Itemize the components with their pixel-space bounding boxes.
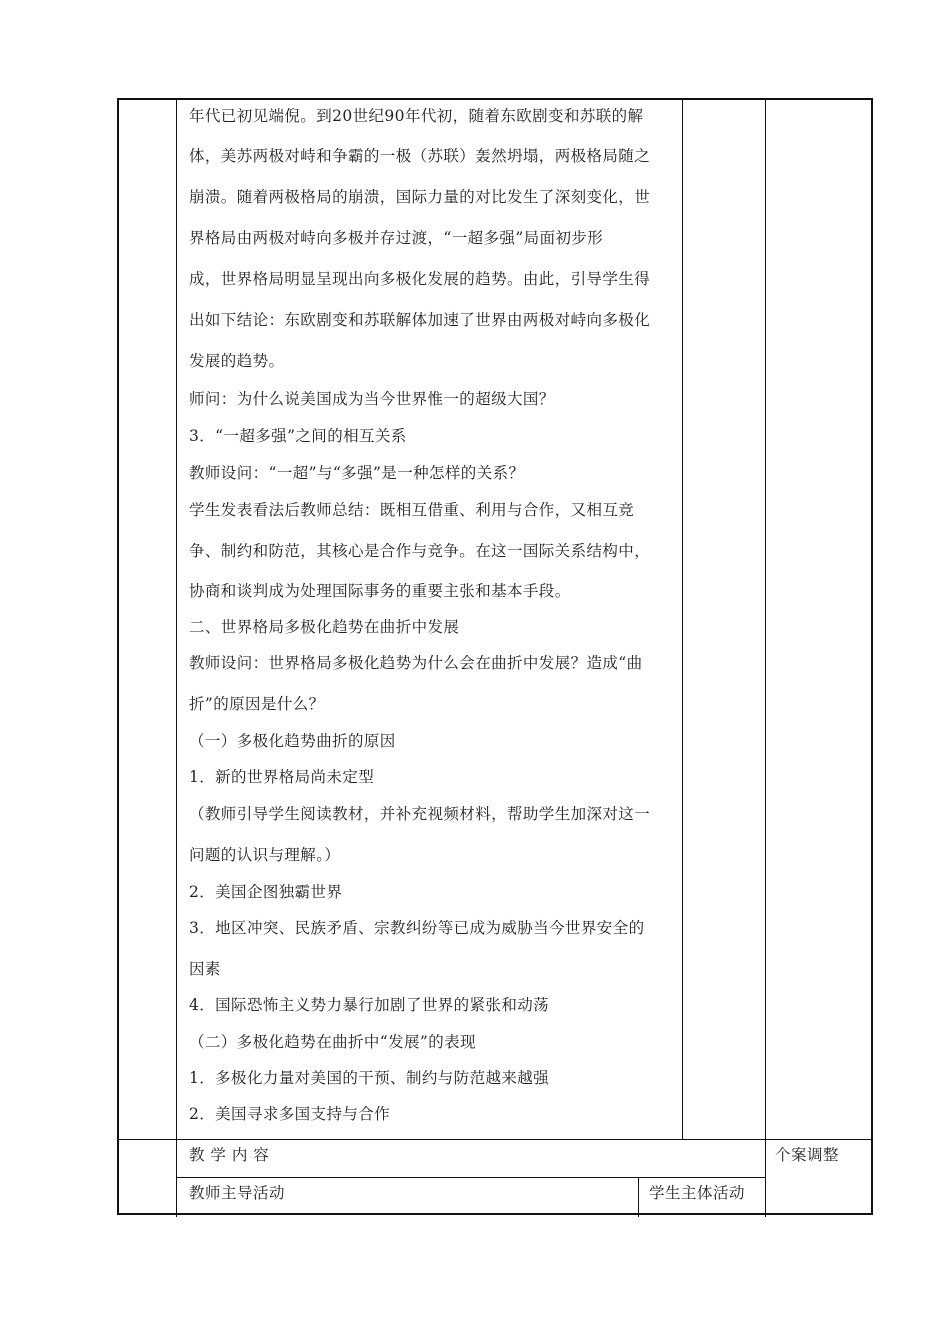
content-line: 1．多极化力量对美国的干预、制约与防范越来越强: [189, 1069, 550, 1087]
content-line: 1．新的世界格局尚未定型: [189, 768, 375, 786]
content-line: 体，美苏两极对峙和争霸的一极（苏联）轰然坍塌，两极格局随之: [189, 147, 651, 165]
content-line: 二、世界格局多极化趋势在曲折中发展: [189, 618, 460, 636]
header-teaching-content: 教 学 内 容: [189, 1146, 270, 1164]
content-line: 师问：为什么说美国成为当今世界惟一的超级大国？: [189, 390, 555, 408]
content-line: （一）多极化趋势曲折的原因: [189, 732, 396, 750]
col-divider-adjust: [765, 100, 766, 1217]
col-divider-left: [176, 100, 177, 1217]
lesson-table: [117, 98, 873, 1215]
content-line: 因素: [189, 960, 221, 978]
content-line: 年代已初见端倪。到20世纪90年代初，随着东欧剧变和苏联的解: [189, 107, 644, 125]
content-line: 2．美国寻求多国支持与合作: [189, 1105, 391, 1123]
content-line: 发展的趋势。: [189, 352, 285, 370]
content-line: 教师设问：“一超”与“多强”是一种怎样的关系？: [189, 464, 525, 482]
content-line: 折”的原因是什么？: [189, 695, 325, 713]
col-divider-student: [682, 100, 683, 1139]
content-line: 出如下结论：东欧剧变和苏联解体加速了世界由两极对峙向多极化: [189, 311, 651, 329]
content-line: 崩溃。随着两极格局的崩溃，国际力量的对比发生了深刻变化，世: [189, 188, 651, 206]
content-line: 争、制约和防范，其核心是合作与竞争。在这一国际关系结构中，: [189, 542, 651, 560]
content-line: 2．美国企图独霸世界: [189, 883, 343, 901]
row-divider-2: [176, 1177, 765, 1178]
content-line: （教师引导学生阅读教材，并补充视频材料，帮助学生加深对这一: [189, 805, 651, 823]
content-line: 协商和谈判成为处理国际事务的重要主张和基本手段。: [189, 582, 571, 600]
header-teacher-activity: 教师主导活动: [189, 1184, 286, 1202]
col-divider-lower: [638, 1177, 639, 1217]
content-line: 界格局由两极对峙向多极并存过渡，“一超多强”局面初步形: [189, 229, 604, 247]
content-line: 3．“一超多强”之间的相互关系: [189, 427, 407, 445]
row-divider-1: [119, 1139, 873, 1140]
header-student-activity: 学生主体活动: [649, 1184, 746, 1202]
content-line: 教师设问：世界格局多极化趋势为什么会在曲折中发展？造成“曲: [189, 654, 643, 672]
content-line: （二）多极化趋势在曲折中“发展”的表现: [189, 1033, 476, 1051]
content-line: 问题的认识与理解。）: [189, 846, 341, 864]
content-line: 成，世界格局明显呈现出向多极化发展的趋势。由此，引导学生得: [189, 270, 651, 288]
content-line: 3．地区冲突、民族矛盾、宗教纠纷等已成为威胁当今世界安全的: [189, 919, 645, 937]
header-case-adjustment: 个案调整: [775, 1146, 840, 1164]
content-line: 4．国际恐怖主义势力暴行加剧了世界的紧张和动荡: [189, 996, 550, 1014]
content-line: 学生发表看法后教师总结：既相互借重、利用与合作，又相互竞: [189, 501, 635, 519]
